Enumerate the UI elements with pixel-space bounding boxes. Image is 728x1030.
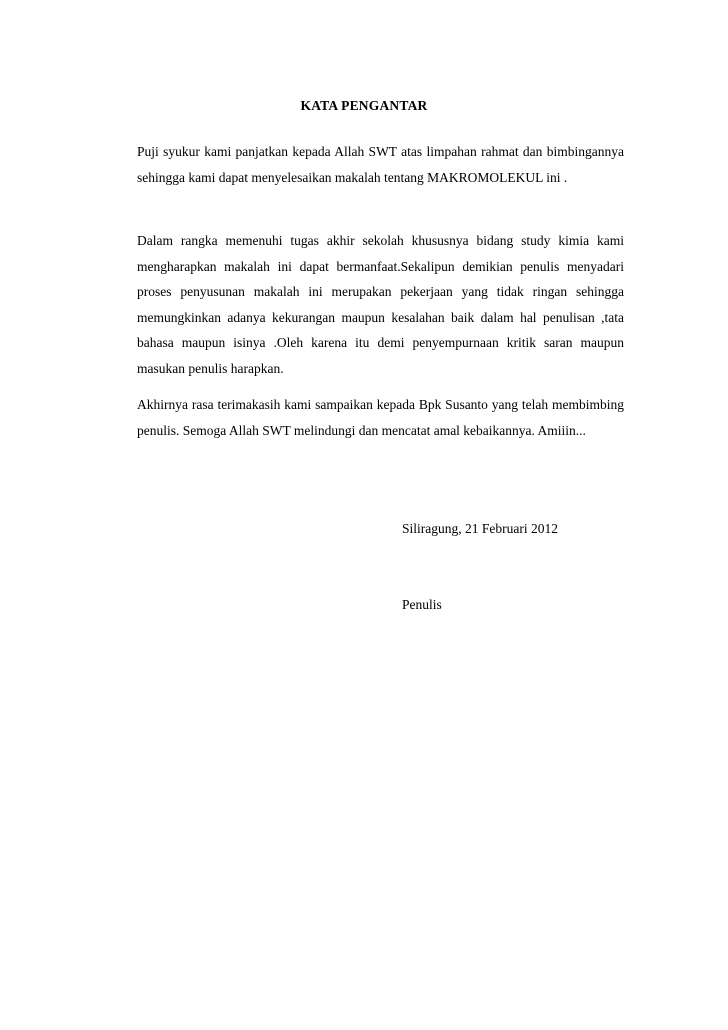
paragraph-thanks: Akhirnya rasa terimakasih kami sampaikan kepada Bpk Susanto yang telah membimbing penulis. Semoga Allah SWT melindungi dan mencatat amal kebaikannya. Amiiin... bbox=[137, 397, 624, 438]
signature-author: Penulis bbox=[402, 597, 442, 612]
paragraph-purpose: Dalam rangka memenuhi tugas akhir sekolah khususnya bidang study kimia kami mengharapkan makalah ini dapat bermanfaat.Sekalipun demikian penulis menyadari proses penyusunan makalah ini merupakan pekerjaan yang tidak ringan sehingga memungkinkan adanya kekurangan maupun kesalahan baik dalam hal penulisan ,tata bahasa maupun isinya .Oleh karena itu demi penyempurnaan kritik saran maupun masukan penulis harapkan. bbox=[137, 233, 624, 376]
signature-place-date: Siliragung, 21 Februari 2012 bbox=[402, 521, 558, 536]
paragraph-opening: Puji syukur kami panjatkan kepada Allah SWT atas limpahan rahmat dan bimbingannya sehingga kami dapat menyelesaikan makalah tentang MAKROMOLEKUL ini . bbox=[137, 144, 624, 185]
page-title: KATA PENGANTAR bbox=[300, 98, 428, 113]
